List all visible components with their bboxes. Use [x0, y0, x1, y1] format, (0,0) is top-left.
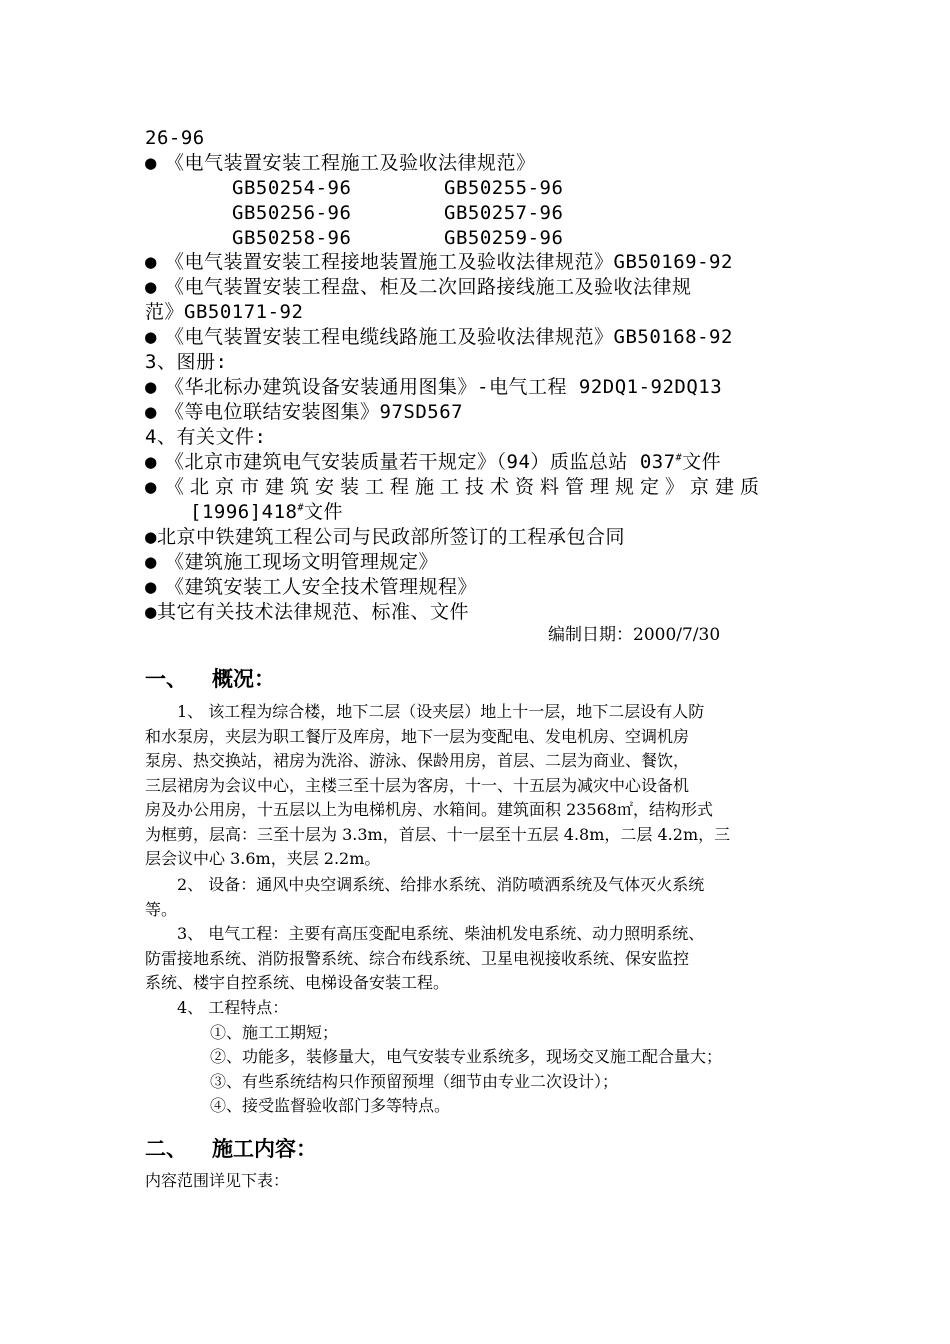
- section-title: 施工内容：: [212, 1137, 317, 1161]
- std-title: 《电气装置安装工程施工及验收法律规范》: [165, 152, 536, 174]
- doc-suffix: 文件: [303, 501, 343, 523]
- doc-title: 其它有关技术法律规范、标准、文件: [156, 601, 469, 623]
- bullet-icon: ●: [145, 576, 157, 598]
- bullet-icon: ●: [145, 251, 157, 273]
- atlas-title: 《等电位联结安装图集》97SD567: [165, 401, 464, 423]
- std-title: 《电气装置安装工程接地装置施工及验收法律规范》GB50169-92: [165, 251, 733, 273]
- paragraph-line: 系统、楼宇自控系统、电梯设备安装工程。: [145, 973, 450, 992]
- doc-number: [1996]418: [190, 501, 298, 523]
- paragraph-line: 防雷接地系统、消防报警系统、综合布线系统、卫星电视接收系统、保安监控: [145, 949, 690, 968]
- bullet-icon: ●: [145, 551, 157, 573]
- section-title: 概况：: [212, 667, 275, 691]
- compile-date: 编制日期：2000/7/30: [548, 625, 721, 645]
- list-item: [145, 400, 463, 425]
- list-item: [145, 375, 722, 400]
- list-item: [145, 275, 692, 300]
- paragraph-line: 和水泵房，夹层为职工餐厅及库房，地下一层为变配电、发电机房、空调机房: [145, 727, 690, 746]
- list-item: [145, 475, 765, 500]
- section-number: 一、: [145, 667, 187, 691]
- list-item: [145, 325, 733, 350]
- gb-code: GB50259-96: [444, 227, 564, 249]
- list-item: [145, 250, 733, 275]
- intro-text: 内容范围详见下表：: [145, 1171, 290, 1190]
- doc-superscript: #: [675, 452, 683, 464]
- doc-title: 北京中铁建筑工程公司与民政部所签订的工程承包合同: [156, 526, 625, 548]
- feature-item: ④、接受监督验收部门多等特点。: [210, 1096, 451, 1115]
- gb-code: GB50254-96: [232, 177, 352, 199]
- doc-title: 《建筑施工现场文明管理规定》: [165, 551, 439, 573]
- bullet-icon: ●: [145, 326, 157, 348]
- bullet-icon: ●: [145, 476, 157, 498]
- paragraph-line: 房及办公用房，十五层以上为电梯机房、水箱间。建筑面积 23568㎡，结构形式: [145, 800, 713, 819]
- std-title-continuation: 范》GB50171-92: [145, 301, 304, 323]
- atlas-title: 《华北标办建筑设备安装通用图集》-电气工程 92DQ1-92DQ13: [165, 376, 723, 398]
- list-item: [145, 550, 438, 575]
- doc-title: 《北京市建筑电气安装质量若干规定》（94）质监总站 037: [165, 451, 676, 473]
- list-item: [145, 525, 625, 550]
- doc-title: 《建筑安装工人安全技术管理规程》: [165, 576, 478, 598]
- bullet-icon: ●: [145, 451, 157, 473]
- gb-code: GB50257-96: [444, 202, 564, 224]
- feature-item: ③、有些系统结构只作预留预埋（细节由专业二次设计）；: [210, 1072, 619, 1091]
- doc-suffix: 文件: [682, 451, 722, 473]
- std-title: 《电气装置安装工程电缆线路施工及验收法律规范》GB50168-92: [165, 326, 733, 348]
- bullet-icon: ●: [145, 526, 157, 548]
- list-item: [145, 600, 469, 625]
- paragraph-line: 等。: [145, 900, 178, 919]
- list-item: [145, 450, 721, 475]
- bullet-icon: ●: [145, 152, 157, 174]
- section-number: 二、: [145, 1137, 187, 1161]
- doc-superscript: #: [297, 502, 304, 514]
- gb-code: GB50258-96: [232, 227, 352, 249]
- bullet-icon: ●: [145, 401, 157, 423]
- features-heading: 4、 工程特点：: [177, 998, 289, 1017]
- doc-title: 《北京市建筑安装工程施工技术资料管理规定》京建质: [165, 476, 766, 498]
- paragraph-line: 三层裙房为会议中心，主楼三至十层为客房，十一、十五层为减灾中心设备机: [145, 776, 690, 795]
- bullet-icon: ●: [145, 276, 157, 298]
- list-item: [145, 151, 536, 176]
- atlas-heading: 3、图册:: [145, 351, 228, 373]
- paragraph-line: 为框剪，层高：三至十层为 3.3m，首层、十一层至十五层 4.8m，二层 4.2m，三: [145, 825, 731, 844]
- paragraph-line: 2、 设备：通风中央空调系统、给排水系统、消防喷洒系统及气体灭火系统: [177, 875, 705, 894]
- list-item: [145, 575, 477, 600]
- doc-title-continuation: [190, 500, 343, 525]
- docs-heading: 4、有关文件:: [145, 426, 267, 448]
- paragraph-line: 泵房、热交换站，裙房为洗浴、游泳、保龄用房，首层、二层为商业、餐饮，: [145, 751, 690, 770]
- feature-item: ①、施工工期短；: [210, 1023, 339, 1042]
- bullet-icon: ●: [145, 601, 157, 623]
- gb-code: GB50256-96: [232, 202, 352, 224]
- feature-item: ②、功能多，装修量大，电气安装专业系统多，现场交叉施工配合量大；: [210, 1047, 723, 1066]
- paragraph-line: 层会议中心 3.6m，夹层 2.2m。: [145, 849, 381, 868]
- paragraph-line: 3、 电气工程：主要有高压变配电系统、柴油机发电系统、动力照明系统、: [177, 924, 705, 943]
- gb-code: GB50255-96: [444, 177, 564, 199]
- std-title: 《电气装置安装工程盘、柜及二次回路接线施工及验收法律规: [165, 276, 692, 298]
- std-continuation: 26-96: [145, 127, 205, 149]
- bullet-icon: ●: [145, 376, 157, 398]
- paragraph-line: 1、 该工程为综合楼，地下二层（设夹层）地上十一层，地下二层设有人防: [177, 702, 705, 721]
